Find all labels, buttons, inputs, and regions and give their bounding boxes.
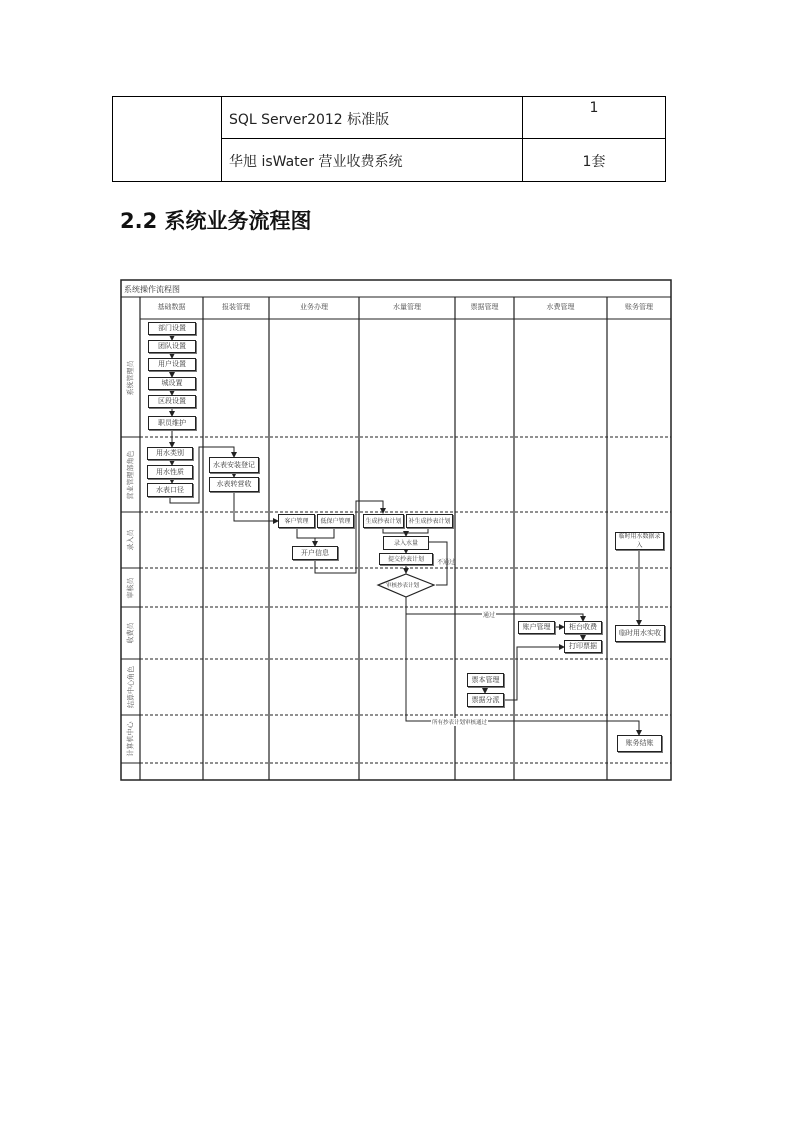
column-header-invoice: 票据管理 (470, 303, 499, 311)
row-label-auditor: 审核员 (126, 577, 135, 598)
row-label-system-admin: 系统管理员 (126, 360, 135, 396)
node-ticket-book: 票本管理 (467, 673, 504, 687)
row-label-business-mgmt: 营业管理部角色 (126, 450, 135, 499)
node-input-volume: 录入水量 (383, 536, 429, 550)
node-water-nature: 用水性质 (147, 465, 193, 479)
table-cell-item: SQL Server2012 标准版 (229, 112, 390, 128)
node-area-setup: 城设置 (148, 377, 196, 390)
row-label-settlement-center: 结算中心角色 (126, 666, 135, 708)
node-section-setup: 区段设置 (148, 395, 196, 408)
node-review-plan: 审核抄表计划 (386, 583, 420, 589)
node-account-info: 开户信息 (292, 546, 338, 560)
node-meter-transfer: 水表转营收 (209, 477, 259, 492)
column-header-water-fee: 水费管理 (546, 303, 575, 311)
node-temp-input: 临时用水数据录入 (615, 532, 664, 550)
row-label-cashier: 收费员 (126, 622, 135, 644)
row-label-input-clerk: 录入员 (126, 529, 135, 551)
column-header-accounting: 账务管理 (625, 303, 653, 311)
node-submit-plan: 提交抄表计划 (379, 553, 433, 565)
table-cell-item: 华旭 isWater 营业收费系统 (229, 154, 403, 170)
row-label-computer-center: 计算机中心 (126, 721, 135, 757)
node-user-setup: 用户设置 (148, 358, 196, 371)
table-cell-qty: 1套 (582, 154, 606, 170)
edge-label-all-passed: 所有抄表计划审核通过 (432, 720, 488, 726)
column-header-water-volume: 水量管理 (393, 303, 421, 311)
node-account-mgmt: 账户管理 (518, 621, 555, 634)
node-ticket-dispatch: 票据分派 (467, 693, 504, 707)
node-counter-charge: 柜台收费 (564, 621, 602, 634)
node-regen-plan: 补生成抄表计划 (406, 514, 453, 528)
node-meter-caliber: 水表口径 (147, 483, 193, 497)
node-temp-collect: 临时用水实收 (615, 625, 665, 642)
table-cell-qty: 1 (589, 100, 599, 116)
diagram-title: 系统操作流程图 (124, 285, 180, 294)
node-settlement: 账务结账 (617, 735, 662, 752)
edge-label-reject: 不通过 (437, 559, 456, 566)
node-print-invoice: 打印票据 (564, 640, 602, 653)
node-meter-install: 水表安装登记 (209, 457, 259, 473)
column-header-business: 业务办理 (300, 303, 328, 311)
node-gen-plan: 生成抄表计划 (363, 514, 404, 528)
node-dept-setup: 部门设置 (148, 322, 196, 335)
node-water-type: 用水类别 (147, 447, 193, 460)
edge-label-pass: 通过 (483, 612, 496, 619)
section-heading: 2.2 系统业务流程图 (120, 209, 312, 233)
node-low-income-mgmt: 低保户管理 (317, 514, 354, 528)
column-header-installation: 报装管理 (222, 303, 250, 311)
node-team-setup: 团队设置 (148, 340, 196, 353)
node-staff-maintain: 职员维护 (148, 416, 196, 430)
column-header-basic-data: 基础数据 (157, 303, 186, 311)
node-customer-mgmt: 客户管理 (278, 514, 315, 528)
